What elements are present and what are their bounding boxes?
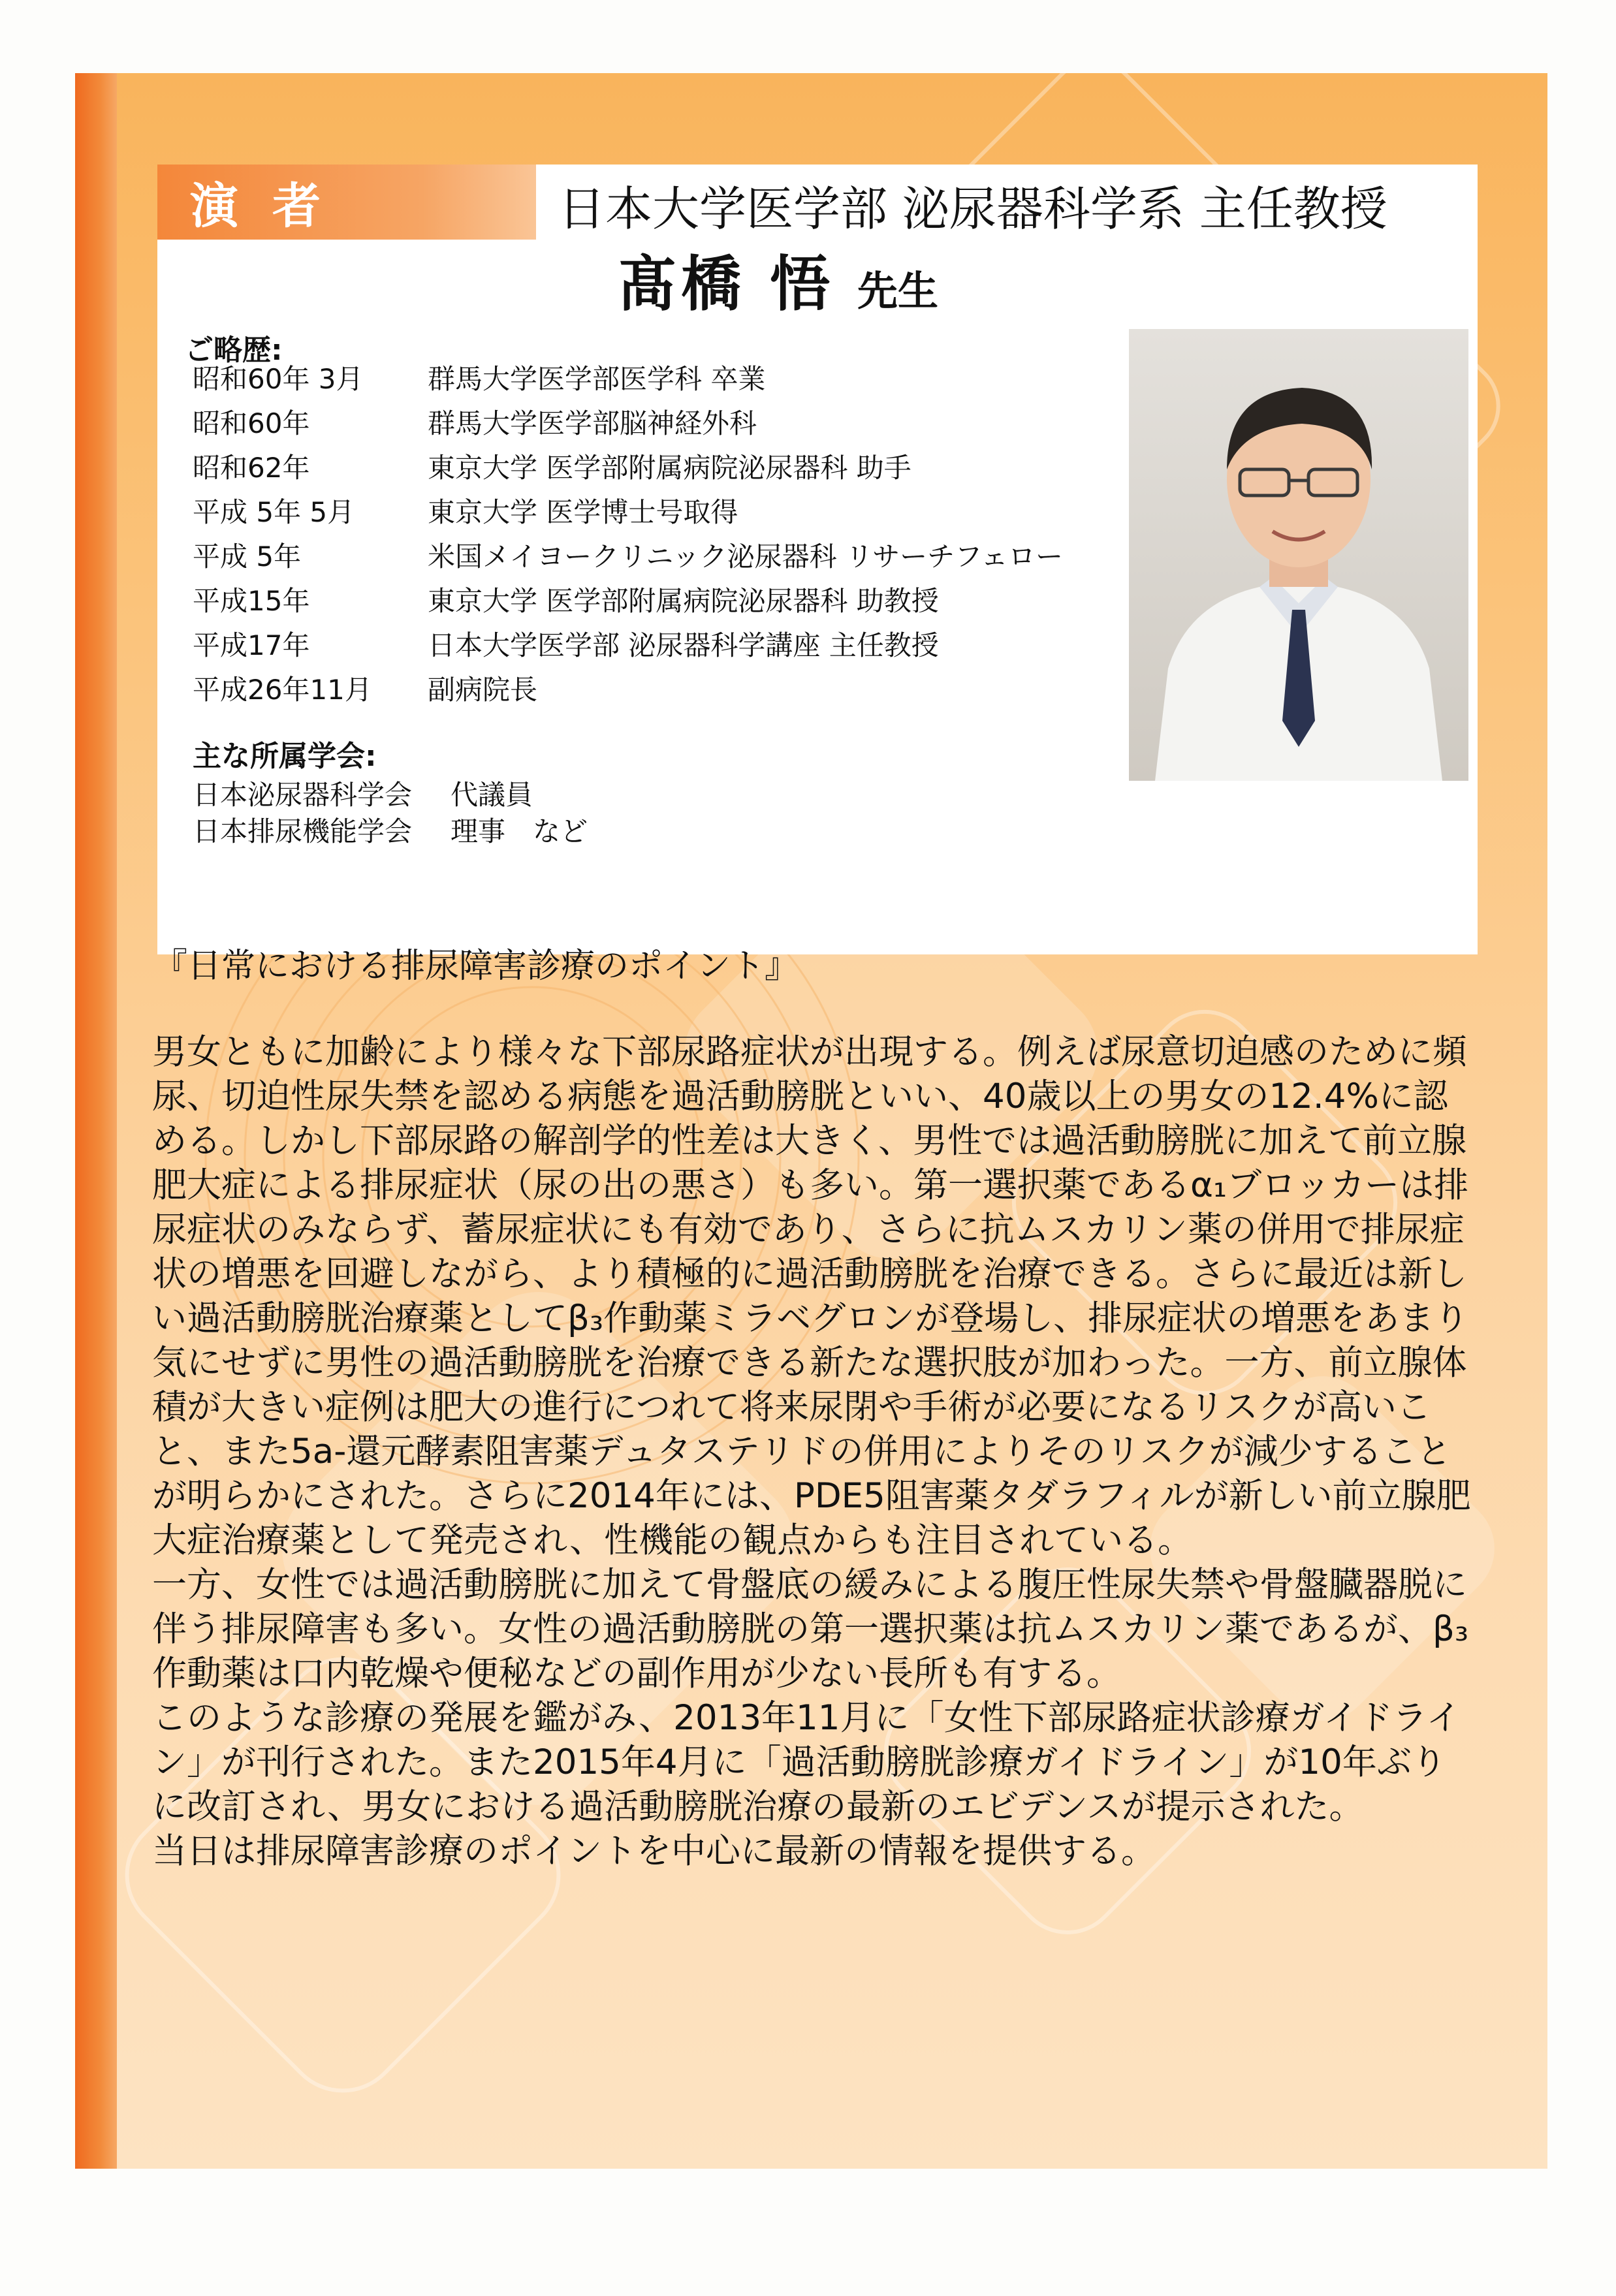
career-heading: ご略歴: — [185, 334, 283, 367]
career-date: 平成26年11月 — [193, 674, 372, 706]
career-date: 平成17年 — [193, 629, 310, 661]
role-label: 演者 — [157, 165, 536, 240]
career-date: 平成 5年 — [193, 541, 302, 573]
society-role: 代議員 — [451, 779, 533, 811]
career-row — [193, 666, 1205, 710]
career-row — [193, 577, 1205, 621]
career-row — [193, 355, 1205, 400]
lecture-abstract — [152, 1030, 1478, 1874]
career-desc: 東京大学 医学部附属病院泌尿器科 助手 — [428, 452, 911, 484]
society-row — [193, 811, 588, 848]
speaker-affiliation: 日本大学医学部 泌尿器科学系 主任教授 — [558, 181, 1387, 236]
societies-heading: 主な所属学会: — [193, 740, 377, 773]
career-desc: 日本大学医学部 泌尿器科学講座 主任教授 — [428, 629, 939, 661]
abstract-paragraph: 男女ともに加齢により様々な下部尿路症状が出現する。例えば尿意切迫感のために頻尿、切迫性尿失禁を認める病態を過活動膀胱といい、40歳以上の男女の12.4%に認める。しかし下部尿路の解剖学的性差は大きく、男性では過活動膀胱に加えて前立腺肥大症による排尿症状（尿の出の悪さ）も多い。第一選択薬であるα₁ブロッカーは排尿症状のみならず、蓄尿症状にも有効であり、さらに抗ムスカリン薬の併用で排尿症状の増悪を回避しながら、より積極的に過活動膀胱を治療できる。さらに最近は新しい過活動膀胱治療薬としてβ₃作動薬ミラベグロンが登場し、排尿症状の増悪をあまり気にせずに男性の過活動膀胱を治療できる新たな選択肢が加わった。一方、前立腺体積が大きい症例は肥大の進行につれて将来尿閉や手術が必要になるリスクが高いこと、また5a-還元酵素阻害薬デュタステリドの併用によりそのリスクが減少することが明らかにされた。さらに2014年には、PDE5阻害薬タダラフィルが新しい前立腺肥大症治療薬として発売され、性機能の観点からも注目されている。 — [152, 1032, 1471, 1560]
flyer-sheet — [75, 73, 1547, 2169]
career-row — [193, 533, 1205, 577]
career-desc: 東京大学 医学部附属病院泌尿器科 助教授 — [428, 585, 939, 617]
career-row — [193, 400, 1205, 444]
career-date: 昭和60年 3月 — [193, 363, 364, 395]
speaker-name-line — [617, 236, 938, 322]
abstract-paragraph: 当日は排尿障害診療のポイントを中心に最新の情報を提供する。 — [152, 1831, 1156, 1871]
society-row — [193, 775, 588, 811]
career-desc: 副病院長 — [428, 674, 538, 706]
career-desc: 米国メイヨークリニック泌尿器科 リサーチフェロー — [428, 541, 1064, 573]
career-date: 昭和60年 — [193, 407, 310, 439]
speaker-portrait-icon — [1129, 329, 1468, 781]
career-date: 平成15年 — [193, 585, 310, 617]
career-row — [193, 488, 1205, 533]
societies-list — [193, 775, 588, 848]
abstract-paragraph: 一方、女性では過活動膀胱に加えて骨盤底の緩みによる腹圧性尿失禁や骨盤臓器脱に伴う排尿障害も多い。女性の過活動膀胱の第一選択薬は抗ムスカリン薬であるが、β₃作動薬は口内乾燥や便秘などの副作用が少ない長所も有する。 — [152, 1565, 1469, 1693]
career-row — [193, 444, 1205, 488]
career-row — [193, 621, 1205, 666]
speaker-name: 髙橋 悟 — [617, 249, 834, 319]
career-desc: 群馬大学医学部医学科 卒業 — [428, 363, 766, 395]
abstract-paragraph: このような診療の発展を鑑がみ、2013年11月に「女性下部尿路症状診療ガイドライン」が刊行された。また2015年4月に「過活動膀胱診療ガイドライン」が10年ぶりに改訂され、男女における過活動膀胱治療の最新のエビデンスが提示された。 — [152, 1698, 1461, 1827]
career-list — [193, 355, 1205, 710]
career-date: 平成 5年 5月 — [193, 496, 355, 528]
society-role: 理事 など — [451, 815, 588, 847]
career-date: 昭和62年 — [193, 452, 310, 484]
speaker-honorific: 先生 — [857, 267, 939, 315]
lecture-title: 『日常における排尿障害診療のポイント』 — [153, 947, 799, 986]
society-name: 日本泌尿器科学会 — [193, 779, 413, 811]
career-desc: 東京大学 医学博士号取得 — [428, 496, 738, 528]
society-name: 日本排尿機能学会 — [193, 815, 413, 847]
career-desc: 群馬大学医学部脳神経外科 — [428, 407, 757, 439]
